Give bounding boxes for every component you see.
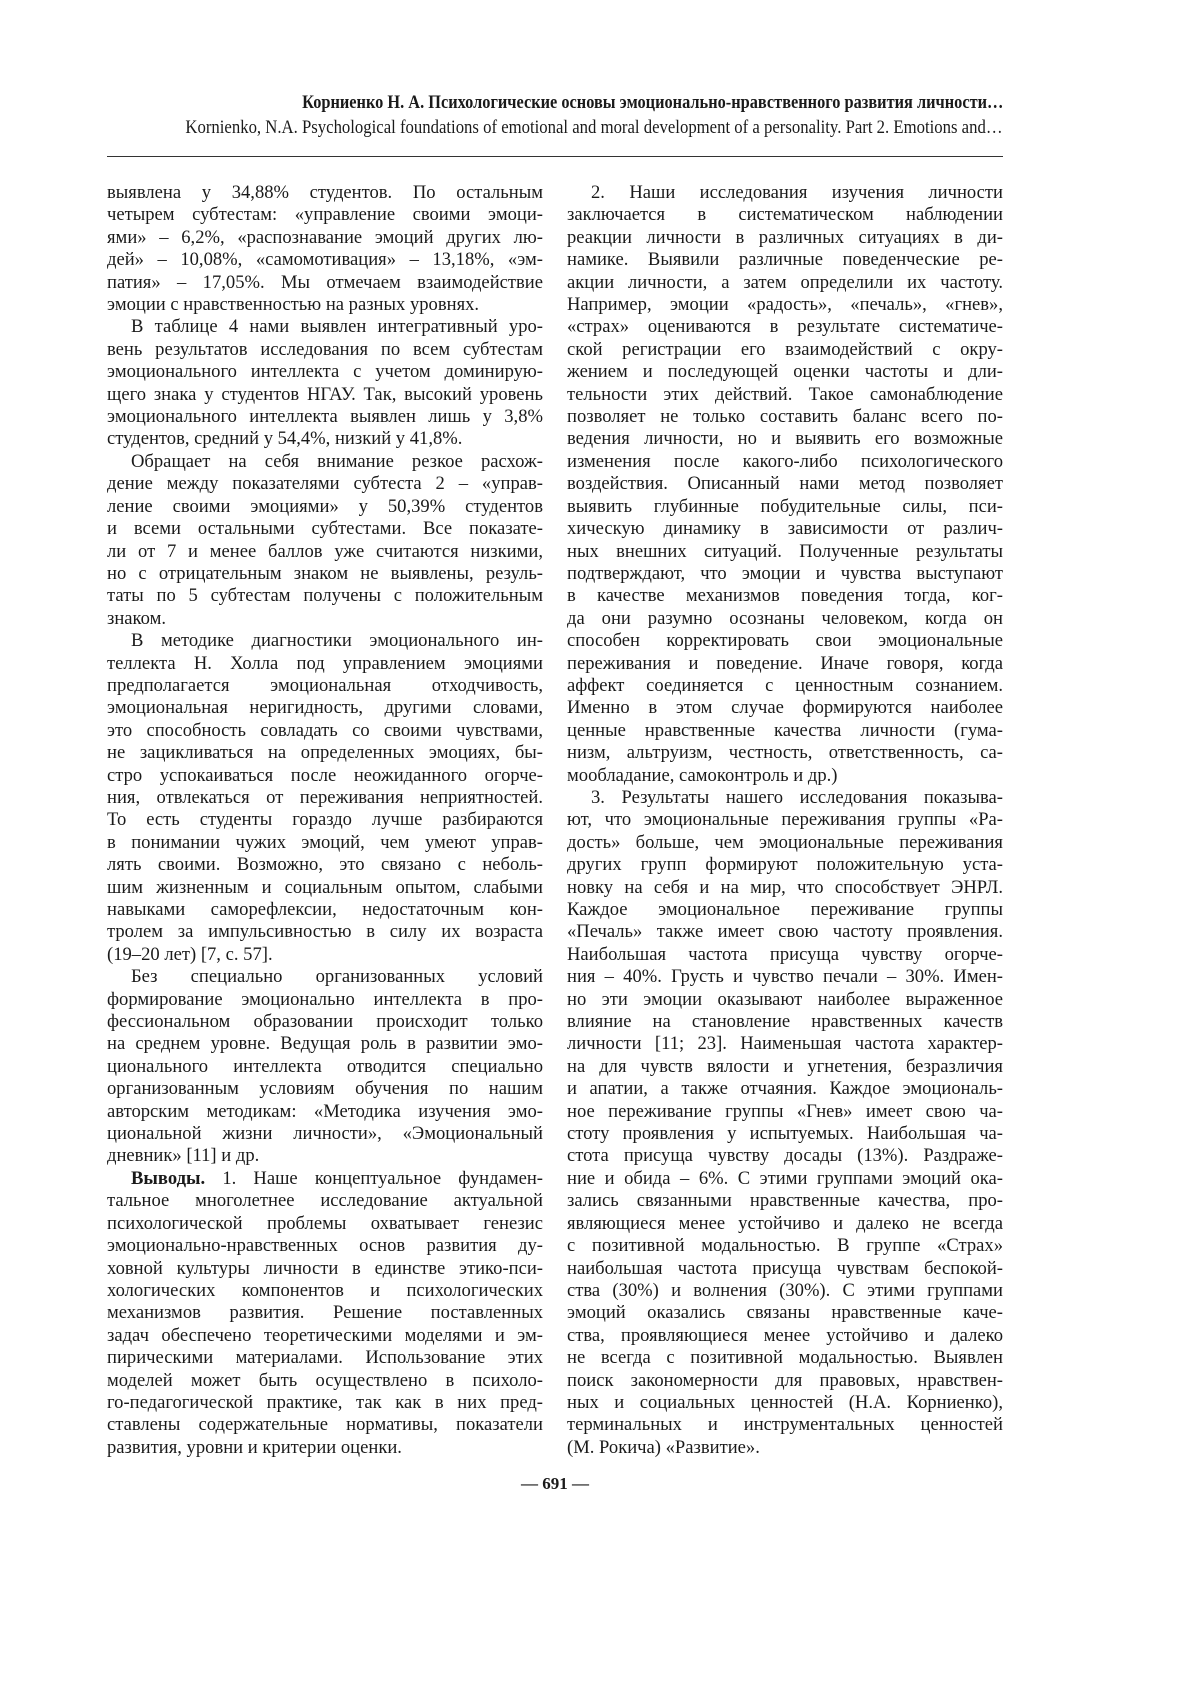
text-line: хологических компонентов и психологических	[107, 1280, 543, 1302]
text-line: студентов, средний у 54,4%, низкий у 41,8%.	[107, 428, 543, 450]
left-column	[107, 182, 543, 1459]
text-line: эмоционального интеллекта выявлен лишь у 3,8%	[107, 406, 543, 428]
text-line: вень результатов исследования по всем субтестам	[107, 339, 543, 361]
text-line: Например, эмоции «радость», «печаль», «гнев»,	[567, 294, 1003, 316]
text-line: дость» больше, чем эмоциональные переживания	[567, 832, 1003, 854]
text-line: в понимании чужих эмоций, чем умеют управ-	[107, 832, 543, 854]
text-line: ценные нравственные качества личности (гума-	[567, 720, 1003, 742]
paragraph	[567, 787, 1003, 1459]
text-line: ние и обида – 6%. С этими группами эмоций ока-	[567, 1168, 1003, 1190]
text-line: эмоций оказались связаны нравственные каче-	[567, 1302, 1003, 1324]
paragraph	[107, 1168, 543, 1459]
text-line: ют, что эмоциональные переживания группы «Ра-	[567, 809, 1003, 831]
running-header-ru: Корниенко Н. А. Психологические основы эмоционально-нравственного развития личности…	[302, 92, 1003, 114]
text-line: личности [11; 23]. Наименьшая частота характер-	[567, 1033, 1003, 1055]
text-line: психологической проблемы охватывает генезис	[107, 1213, 543, 1235]
text-line: задач обеспечено теоретическими моделями и эм-	[107, 1325, 543, 1347]
text-line: организованным условиям обучения по нашим	[107, 1078, 543, 1100]
text-line: шим жизненным и социальным опытом, слабыми	[107, 877, 543, 899]
text-line: влияние на становление нравственных качеств	[567, 1011, 1003, 1033]
text-line: позволяет не только составить баланс всего по-	[567, 406, 1003, 428]
text-line: ния, отвлекаться от переживания неприятностей.	[107, 787, 543, 809]
text-line: щего знака у студентов НГАУ. Так, высокий уровень	[107, 384, 543, 406]
paragraph	[107, 630, 543, 966]
text-line: ление своими эмоциями» у 50,39% студентов	[107, 496, 543, 518]
text-line: но с отрицательным знаком не выявлены, резуль-	[107, 563, 543, 585]
text-line: 2. Наши исследования изучения личности	[567, 182, 1003, 204]
text-line: То есть студенты гораздо лучше разбираются	[107, 809, 543, 831]
page-number: — 691 —	[0, 1474, 1110, 1494]
text-line: ния – 40%. Грусть и чувство печали – 30%. Имен-	[567, 966, 1003, 988]
text-line: (М. Рокича) «Развитие».	[567, 1437, 1003, 1459]
right-column	[567, 182, 1003, 1459]
text-line: тальное многолетнее исследование актуальной	[107, 1190, 543, 1212]
text-line: эмоции с нравственностью на разных уровнях.	[107, 294, 543, 316]
text-line: не всегда с позитивной модальностью. Выявлен	[567, 1347, 1003, 1369]
text-line: являющиеся менее устойчиво и далеко не всегда	[567, 1213, 1003, 1235]
text-line: зались связанными нравственные качества, про-	[567, 1190, 1003, 1212]
text-line: других групп формируют положительную уста-	[567, 854, 1003, 876]
text-line: выявлена у 34,88% студентов. По остальным	[107, 182, 543, 204]
text-line: мообладание, самоконтроль и др.)	[567, 765, 1003, 787]
text-line: в качестве механизмов поведения тогда, ког-	[567, 585, 1003, 607]
text-line: но эти эмоции оказывают наиболее выраженное	[567, 989, 1003, 1011]
text-line: фессиональном образовании происходит только	[107, 1011, 543, 1033]
text-line: ховной культуры личности в единстве этико-пси-	[107, 1258, 543, 1280]
text-line: формирование эмоционально интеллекта в про-	[107, 989, 543, 1011]
text-line: акции личности, а затем определили их частоту.	[567, 272, 1003, 294]
text-line: В таблице 4 нами выявлен интегративный уро-	[107, 316, 543, 338]
text-line: намике. Выявили различные поведенческие ре-	[567, 249, 1003, 271]
text-line: Наибольшая частота присуща чувству огорче-	[567, 944, 1003, 966]
text-line: эмоциональная неригидность, другими словами,	[107, 697, 543, 719]
text-line: ных внешних ситуаций. Полученные результаты	[567, 541, 1003, 563]
text-line: теллекта Н. Холла под управлением эмоциями	[107, 653, 543, 675]
text-line: Каждое эмоциональное переживание группы	[567, 899, 1003, 921]
text-line: пирическими материалами. Использование этих	[107, 1347, 543, 1369]
text-line: заключается в систематическом наблюдении	[567, 204, 1003, 226]
text-line: выявить глубинные побудительные силы, пси-	[567, 496, 1003, 518]
running-header-en: Kornienko, N.A. Psychological foundations of emotional and moral development of a personality. Part 2. Emotions and…	[186, 117, 1003, 139]
paragraph	[107, 966, 543, 1168]
header-divider	[107, 156, 1003, 157]
text-line: знаком.	[107, 608, 543, 630]
text-line: Без специально организованных условий	[107, 966, 543, 988]
text-line: эмоционального интеллекта с учетом доминирую-	[107, 361, 543, 383]
text-line: способен корректировать свои эмоциональные	[567, 630, 1003, 652]
text-line: (19–20 лет) [7, с. 57].	[107, 944, 543, 966]
text-line: «Печаль» также имеет свою частоту проявления.	[567, 921, 1003, 943]
text-line: хическую динамику в зависимости от различ-	[567, 518, 1003, 540]
text-line: циональной жизни личности», «Эмоциональный	[107, 1123, 543, 1145]
text-line: механизмов развития. Решение поставленных	[107, 1302, 543, 1324]
text-line: ных и социальных ценностей (Н.А. Корниенко),	[567, 1392, 1003, 1414]
text-line: дневник» [11] и др.	[107, 1145, 543, 1167]
text-line: терминальных и инструментальных ценностей	[567, 1414, 1003, 1436]
text-line: стота присуща чувству досады (13%). Раздраже-	[567, 1145, 1003, 1167]
text-line: В методике диагностики эмоционального ин-	[107, 630, 543, 652]
text-line: го-педагогической практике, так как в них пред-	[107, 1392, 543, 1414]
text-line: новку на себя и на мир, что способствует ЭНРЛ.	[567, 877, 1003, 899]
text-line: наибольшая частота присуща чувствам беспокой-	[567, 1258, 1003, 1280]
text-line: Обращает на себя внимание резкое расхож-	[107, 451, 543, 473]
paragraph	[567, 182, 1003, 787]
text-line: дей» – 10,08%, «самомотивация» – 13,18%, «эм-	[107, 249, 543, 271]
text-line: на для чувств вялости и угнетения, безразличия	[567, 1056, 1003, 1078]
text-line: поиск закономерности для правовых, нравствен-	[567, 1370, 1003, 1392]
text-line: Именно в этом случае формируются наиболее	[567, 697, 1003, 719]
text-line: на среднем уровне. Ведущая роль в развитии эмо-	[107, 1033, 543, 1055]
text-line: ставлены содержательные нормативы, показатели	[107, 1414, 543, 1436]
text-line: моделей может быть осуществлено в психоло-	[107, 1370, 543, 1392]
paragraph	[107, 182, 543, 316]
text-line: ное переживание группы «Гнев» имеет свою ча-	[567, 1101, 1003, 1123]
text-line: ства (30%) и волнения (30%). С этими группами	[567, 1280, 1003, 1302]
text-line: воздействия. Описанный нами метод позволяет	[567, 473, 1003, 495]
paragraph	[107, 451, 543, 630]
text-line: с позитивной модальностью. В группе «Страх»	[567, 1235, 1003, 1257]
section-lead: Выводы.	[131, 1168, 205, 1189]
text-line: низм, альтруизм, честность, ответственность, са-	[567, 742, 1003, 764]
text-line: ведения личности, но и выявить его возможные	[567, 428, 1003, 450]
text-line: «страх» оцениваются в результате систематиче-	[567, 316, 1003, 338]
text-line: предполагается эмоциональная отходчивость,	[107, 675, 543, 697]
text-line: лять своими. Возможно, это связано с неболь-	[107, 854, 543, 876]
text-line: ства, проявляющиеся менее устойчиво и далеко	[567, 1325, 1003, 1347]
text-line: таты по 5 субтестам получены с положительным	[107, 585, 543, 607]
text-line: жением и последующей оценки частоты и дли-	[567, 361, 1003, 383]
text-line: четырем субтестам: «управление своими эмоци-	[107, 204, 543, 226]
text-line: ционального интеллекта отводится специально	[107, 1056, 543, 1078]
text-line: изменения после какого-либо психологического	[567, 451, 1003, 473]
text-line: реакции личности в различных ситуациях в ди-	[567, 227, 1003, 249]
text-line: подтверждают, что эмоции и чувства выступают	[567, 563, 1003, 585]
text-line: развития, уровни и критерии оценки.	[107, 1437, 543, 1459]
text-line: дение между показателями субтеста 2 – «управ-	[107, 473, 543, 495]
text-line: навыками саморефлексии, недостаточным кон-	[107, 899, 543, 921]
text-line: и всеми остальными субтестами. Все показате-	[107, 518, 543, 540]
text-line: аффект соединяется с ценностным сознанием.	[567, 675, 1003, 697]
text-line: тролем за импульсивностью в силу их возраста	[107, 921, 543, 943]
text-line: 3. Результаты нашего исследования показыва-	[567, 787, 1003, 809]
text-line: патия» – 17,05%. Мы отмечаем взаимодействие	[107, 272, 543, 294]
text-line: ями» – 6,2%, «распознавание эмоций других лю-	[107, 227, 543, 249]
text-line: ли от 7 и менее баллов уже считаются низкими,	[107, 541, 543, 563]
text-line: эмоционально-нравственных основ развития ду-	[107, 1235, 543, 1257]
text-line: ской регистрации его взаимодействий с окру-	[567, 339, 1003, 361]
text-line: и апатии, а также отчаяния. Каждое эмоциональ-	[567, 1078, 1003, 1100]
text-line: да они разумно осознаны человеком, когда он	[567, 608, 1003, 630]
text-line: стоту проявления у испытуемых. Наибольшая ча-	[567, 1123, 1003, 1145]
text-line: тельности этих действий. Такое самонаблюдение	[567, 384, 1003, 406]
text-line: стро успокаиваться после неожиданного огорче-	[107, 765, 543, 787]
text-line: не зацикливаться на определенных эмоциях, бы-	[107, 742, 543, 764]
text-line	[107, 1168, 543, 1190]
paragraph	[107, 316, 543, 450]
text-line: это способность совладать со своими чувствами,	[107, 720, 543, 742]
text-line: авторским методикам: «Методика изучения эмо-	[107, 1101, 543, 1123]
text-line-rest: 1. Наше концептуальное фундамен-	[205, 1168, 543, 1189]
text-line: переживания и поведение. Иначе говоря, когда	[567, 653, 1003, 675]
